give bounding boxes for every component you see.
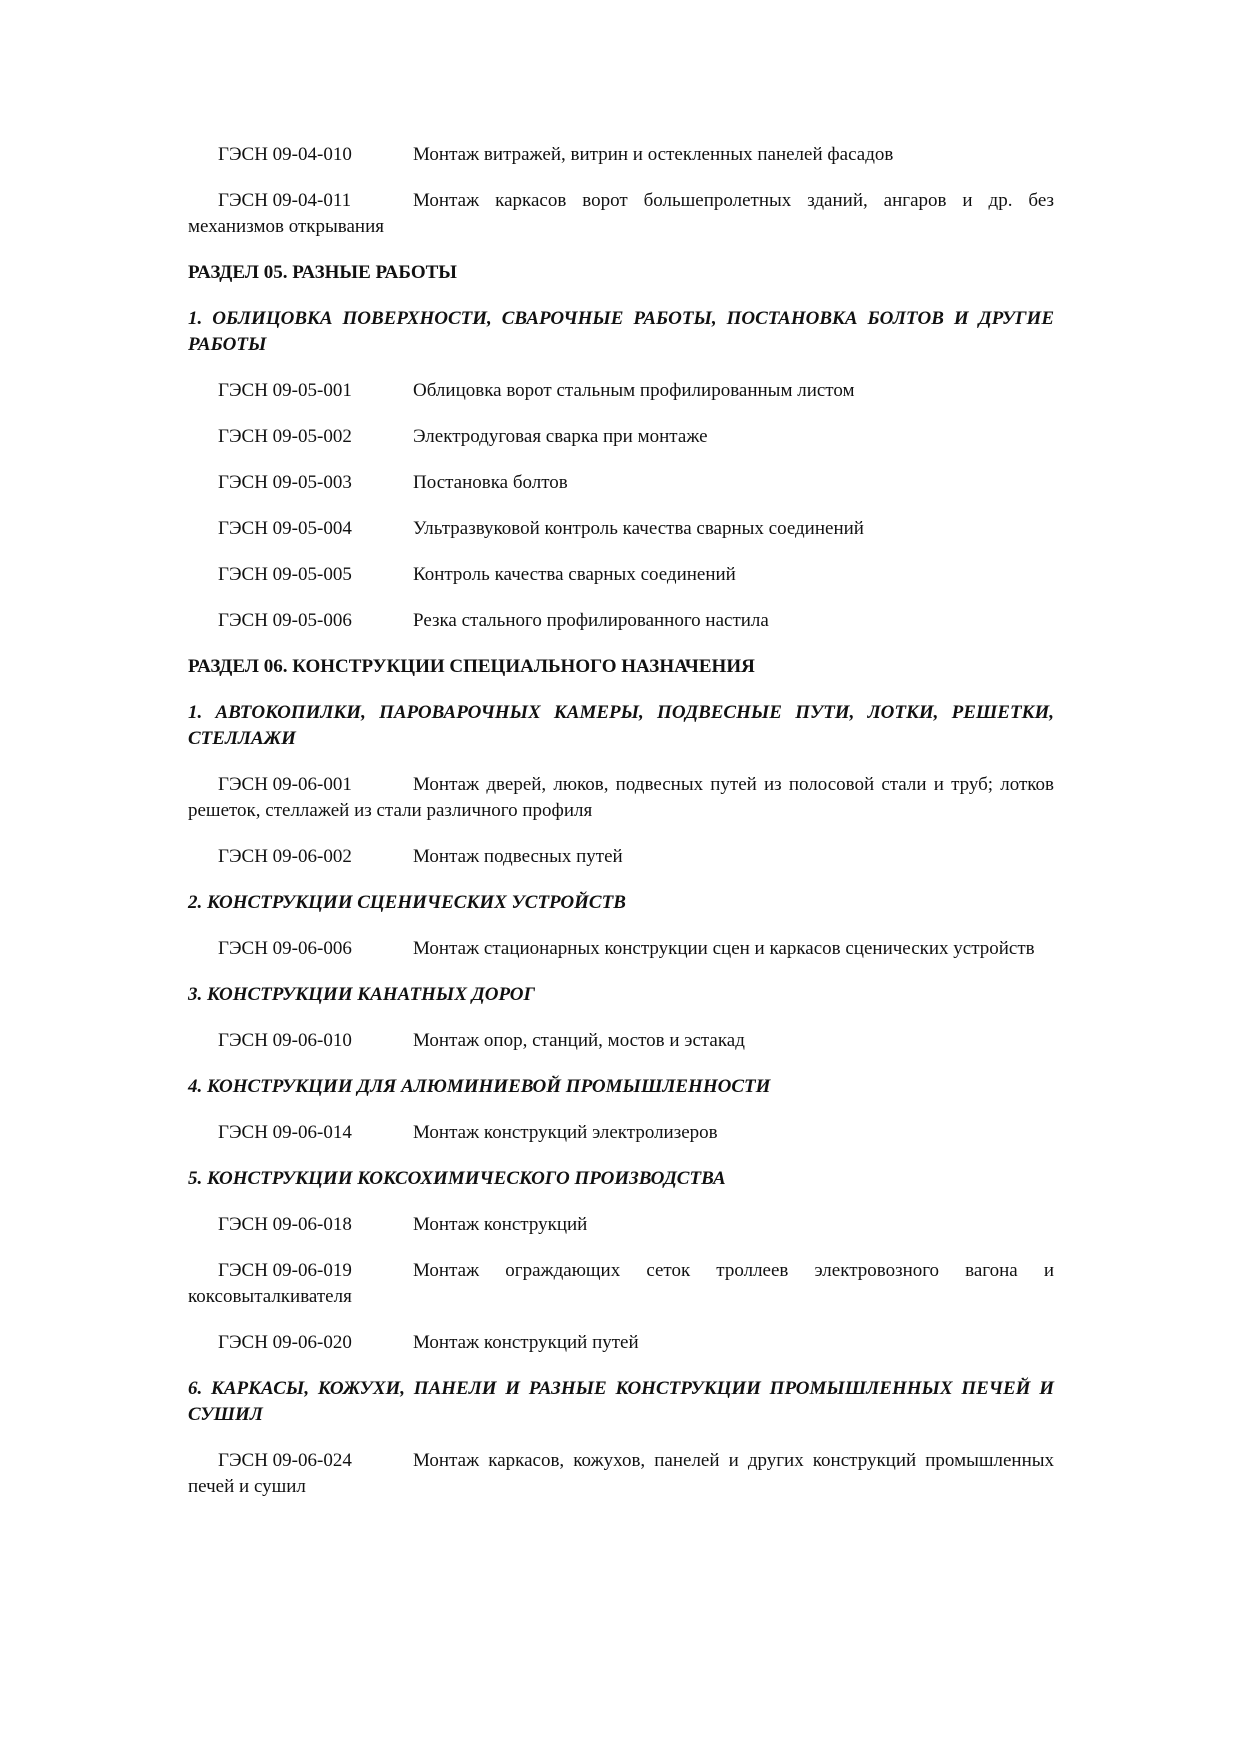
norm-title: Монтаж ограждающих сеток троллеев электровозного вагона и коксовыталкивателя bbox=[188, 1260, 1054, 1307]
norm-code: ГЭСН 09-05-004 bbox=[218, 518, 352, 539]
norm-title: Монтаж каркасов, кожухов, панелей и других конструкций промышленных печей и сушил bbox=[188, 1450, 1054, 1497]
norm-code: ГЭСН 09-06-020 bbox=[218, 1332, 352, 1353]
norm-code: ГЭСН 09-05-003 bbox=[218, 472, 352, 493]
norm-code: ГЭСН 09-06-024 bbox=[218, 1450, 352, 1471]
norm-code: ГЭСН 09-06-001 bbox=[218, 774, 352, 795]
document-content bbox=[188, 142, 1054, 1520]
norm-entry bbox=[188, 470, 1054, 496]
norm-title: Монтаж конструкций электролизеров bbox=[413, 1122, 718, 1143]
norm-code: ГЭСН 09-05-006 bbox=[218, 610, 352, 631]
norm-entry bbox=[188, 188, 1054, 240]
norm-entry bbox=[188, 142, 1054, 168]
norm-code: ГЭСН 09-06-019 bbox=[218, 1260, 352, 1281]
norm-entry bbox=[188, 1120, 1054, 1146]
norm-title: Контроль качества сварных соединений bbox=[413, 564, 736, 585]
norm-title: Монтаж стационарных конструкции сцен и каркасов сценических устройств bbox=[413, 938, 1035, 959]
norm-code: ГЭСН 09-05-001 bbox=[218, 380, 352, 401]
norm-code: ГЭСН 09-06-014 bbox=[218, 1122, 352, 1143]
norm-entry bbox=[188, 844, 1054, 870]
subsection-heading: 3. КОНСТРУКЦИИ КАНАТНЫХ ДОРОГ bbox=[188, 984, 535, 1005]
subsection-heading: 6. КАРКАСЫ, КОЖУХИ, ПАНЕЛИ И РАЗНЫЕ КОНСТРУКЦИИ ПРОМЫШЛЕННЫХ ПЕЧЕЙ И СУШИЛ bbox=[188, 1378, 1054, 1425]
norm-title: Электродуговая сварка при монтаже bbox=[413, 426, 708, 447]
norm-title: Ультразвуковой контроль качества сварных соединений bbox=[413, 518, 864, 539]
section-heading: РАЗДЕЛ 05. РАЗНЫЕ РАБОТЫ bbox=[188, 262, 457, 283]
norm-entry bbox=[188, 772, 1054, 824]
norm-title: Монтаж конструкций bbox=[413, 1214, 588, 1235]
norm-title: Монтаж подвесных путей bbox=[413, 846, 623, 867]
norm-entry bbox=[188, 1448, 1054, 1500]
subsection-heading: 4. КОНСТРУКЦИИ ДЛЯ АЛЮМИНИЕВОЙ ПРОМЫШЛЕННОСТИ bbox=[188, 1076, 771, 1097]
norm-entry bbox=[188, 1258, 1054, 1310]
section-heading: РАЗДЕЛ 06. КОНСТРУКЦИИ СПЕЦИАЛЬНОГО НАЗНАЧЕНИЯ bbox=[188, 656, 755, 677]
norm-entry bbox=[188, 1028, 1054, 1054]
norm-entry bbox=[188, 608, 1054, 634]
norm-entry bbox=[188, 1330, 1054, 1356]
norm-code: ГЭСН 09-04-011 bbox=[218, 190, 352, 211]
norm-title: Постановка болтов bbox=[413, 472, 568, 493]
norm-title: Облицовка ворот стальным профилированным листом bbox=[413, 380, 855, 401]
norm-code: ГЭСН 09-06-006 bbox=[218, 938, 352, 959]
norm-title: Монтаж опор, станций, мостов и эстакад bbox=[413, 1030, 745, 1051]
norm-title: Монтаж дверей, люков, подвесных путей из полосовой стали и труб; лотков решеток, стеллажей из стали различного профиля bbox=[188, 774, 1054, 821]
norm-entry bbox=[188, 516, 1054, 542]
norm-code: ГЭСН 09-05-005 bbox=[218, 564, 352, 585]
norm-entry bbox=[188, 562, 1054, 588]
norm-title: Монтаж каркасов ворот большепролетных зданий, ангаров и др. без механизмов открывания bbox=[188, 190, 1054, 237]
norm-code: ГЭСН 09-06-002 bbox=[218, 846, 352, 867]
norm-code: ГЭСН 09-06-018 bbox=[218, 1214, 352, 1235]
norm-code: ГЭСН 09-06-010 bbox=[218, 1030, 352, 1051]
norm-entry bbox=[188, 378, 1054, 404]
norm-code: ГЭСН 09-04-010 bbox=[218, 144, 352, 165]
norm-entry bbox=[188, 936, 1054, 962]
norm-code: ГЭСН 09-05-002 bbox=[218, 426, 352, 447]
norm-title: Монтаж витражей, витрин и остекленных панелей фасадов bbox=[413, 144, 894, 165]
subsection-heading: 2. КОНСТРУКЦИИ СЦЕНИЧЕСКИХ УСТРОЙСТВ bbox=[188, 892, 626, 913]
norm-title: Резка стального профилированного настила bbox=[413, 610, 769, 631]
norm-title: Монтаж конструкций путей bbox=[413, 1332, 639, 1353]
subsection-heading: 1. ОБЛИЦОВКА ПОВЕРХНОСТИ, СВАРОЧНЫЕ РАБОТЫ, ПОСТАНОВКА БОЛТОВ И ДРУГИЕ РАБОТЫ bbox=[188, 308, 1054, 355]
subsection-heading: 1. АВТОКОПИЛКИ, ПАРОВАРОЧНЫХ КАМЕРЫ, ПОДВЕСНЫЕ ПУТИ, ЛОТКИ, РЕШЕТКИ, СТЕЛЛАЖИ bbox=[188, 702, 1054, 749]
norm-entry bbox=[188, 1212, 1054, 1238]
subsection-heading: 5. КОНСТРУКЦИИ КОКСОХИМИЧЕСКОГО ПРОИЗВОДСТВА bbox=[188, 1168, 726, 1189]
norm-entry bbox=[188, 424, 1054, 450]
